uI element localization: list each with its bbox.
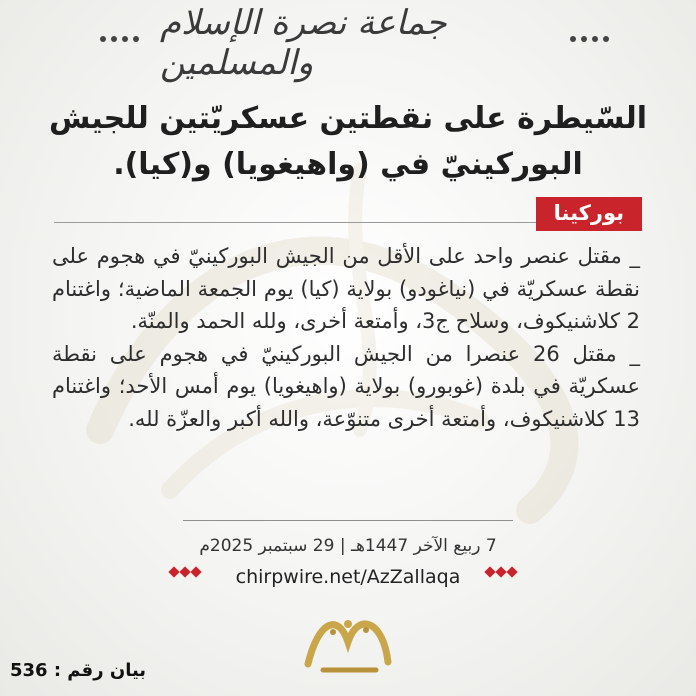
statement-number: بيان رقم : 536	[10, 660, 147, 681]
statement-body	[52, 240, 640, 435]
dots-ornament-icon-right	[570, 36, 609, 42]
group-calligraphy-logo	[160, 3, 540, 83]
page-title	[20, 96, 676, 188]
region-badge: بوركينا	[536, 197, 642, 231]
red-diamond-ornament-icon-right	[486, 568, 516, 576]
body-paragraph-2: _ مقتل 26 عنصرا من الجيش البوركينيّ في هجوم على نقطة عسكريّة في بلدة (غوبورو) بولاية (واهيغويا) يوم أمس الأحد؛ واغتنام 13 كلاشنيكوف، وأمتعة أخرى متنوّعة، والله أكبر والعزّة لله.	[52, 341, 640, 431]
divider	[183, 520, 513, 521]
source-url[interactable]: chirpwire.net/AzZallaqa	[235, 566, 461, 588]
dots-ornament-icon-left	[100, 36, 139, 42]
title-line-1: السّيطرة على نقطتين عسكريّتين للجيش	[48, 101, 648, 136]
az-zallaqa-logo-icon	[288, 602, 408, 682]
group-name: جماعة نصرة الإسلام والمسلمين	[160, 3, 447, 83]
date-line: 7 ربيع الآخر 1447هـ | 29 سبتمبر 2025م	[199, 536, 497, 556]
body-paragraph-1: _ مقتل عنصر واحد على الأقل من الجيش البوركينيّ في هجوم على نقطة عسكريّة في (نياغودو) بولاية (كيا) يوم الجمعة الماضية؛ واغتنام 2 كلاشنيكوف، وسلاح ج3، وأمتعة أخرى، ولله الحمد والمنّة.	[52, 244, 640, 333]
title-line-2: البوركينيّ في (واهيغويا) و(كيا).	[113, 147, 583, 182]
